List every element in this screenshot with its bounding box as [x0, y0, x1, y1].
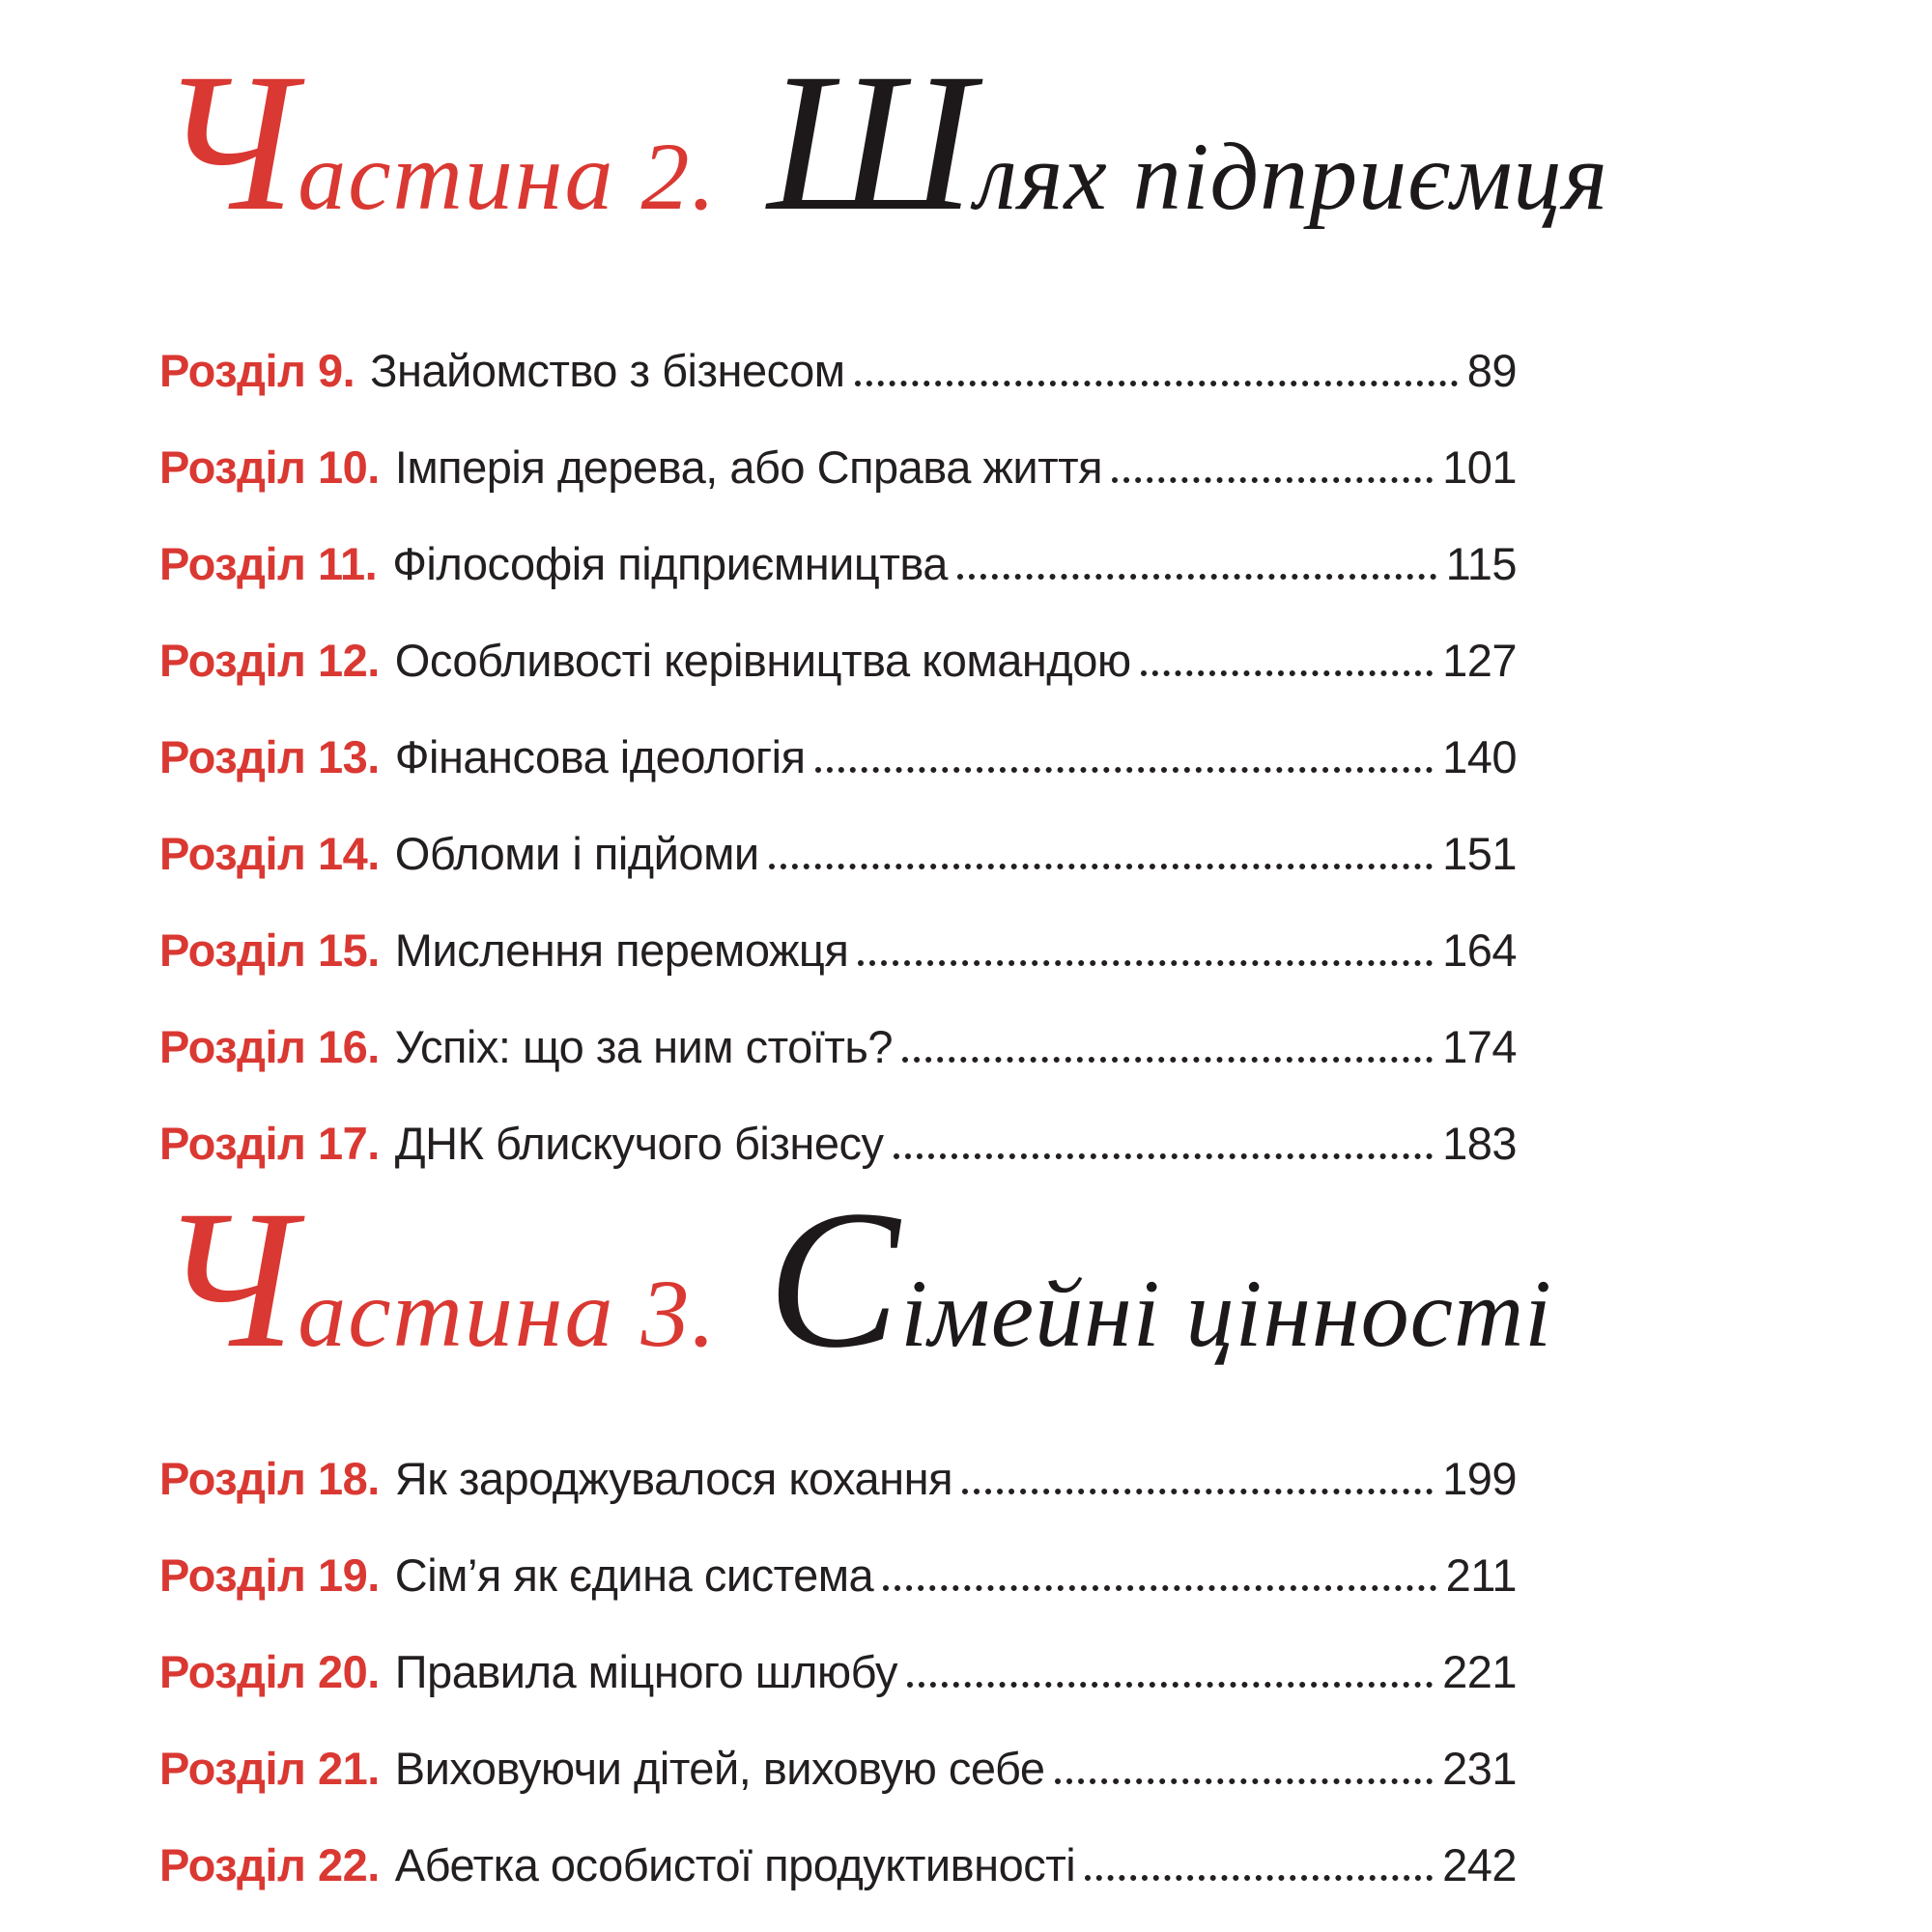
toc-entry-ch19 [159, 1549, 1517, 1601]
part-3-label-dropcap: Ч [159, 1170, 298, 1389]
toc-entry-ch18 [159, 1453, 1517, 1504]
chapter-label: Розділ 10. [159, 441, 380, 493]
chapter-title: Обломи і підйоми [394, 828, 759, 879]
chapter-title: ДНК блискучого бізнесу [394, 1118, 884, 1169]
chapter-label: Розділ 20. [159, 1646, 380, 1697]
part-3-label: Частина 3. [159, 1170, 718, 1389]
chapter-label: Розділ 11. [159, 538, 378, 589]
chapter-title: Імперія дерева, або Справа життя [394, 441, 1103, 493]
chapter-page-number: 199 [1442, 1453, 1517, 1504]
toc-entry-ch14 [159, 828, 1517, 879]
chapter-title: Сім’я як єдина система [394, 1549, 874, 1601]
dot-leader [1112, 477, 1433, 483]
chapter-title: Знайомство з бізнесом [370, 345, 845, 396]
part-2-title-dropcap: Ш [767, 33, 976, 252]
dot-leader [894, 1153, 1434, 1159]
part-2-title: Шлях підприємця [767, 33, 1609, 252]
chapter-page-number: 242 [1442, 1839, 1517, 1890]
chapter-title: Мислення переможця [394, 924, 849, 976]
chapter-page-number: 183 [1442, 1118, 1517, 1169]
chapter-title: Правила міцного шлюбу [394, 1646, 898, 1697]
part-3-title: Сімейні цінності [767, 1170, 1552, 1389]
chapter-page-number: 115 [1445, 538, 1517, 589]
chapter-title: Особливості керівництва командою [394, 635, 1131, 686]
chapter-label: Розділ 19. [159, 1549, 380, 1601]
dot-leader [957, 574, 1436, 580]
toc-entry-ch16 [159, 1021, 1517, 1072]
dot-leader [907, 1682, 1433, 1688]
chapter-page-number: 89 [1466, 345, 1517, 396]
toc-entry-ch15 [159, 924, 1517, 976]
chapter-title: Абетка особистої продуктивності [394, 1839, 1076, 1890]
chapter-page-number: 101 [1442, 441, 1517, 493]
dot-leader [902, 1057, 1433, 1063]
part-2-section [159, 33, 1609, 1169]
chapter-label: Розділ 22. [159, 1839, 380, 1890]
dot-leader [769, 864, 1433, 869]
dot-leader [855, 381, 1458, 386]
chapter-label: Розділ 18. [159, 1453, 380, 1504]
chapter-page-number: 164 [1442, 924, 1517, 976]
dot-leader [883, 1585, 1435, 1591]
chapter-title: Як зароджувалося кохання [394, 1453, 953, 1504]
chapter-label: Розділ 21. [159, 1743, 380, 1794]
chapter-label: Розділ 15. [159, 924, 380, 976]
chapter-page-number: 140 [1442, 731, 1517, 782]
chapter-page-number: 221 [1442, 1646, 1517, 1697]
chapter-page-number: 127 [1442, 635, 1517, 686]
dot-leader [815, 767, 1434, 773]
part-2-label: Частина 2. [159, 33, 718, 252]
part-2-label-dropcap: Ч [159, 33, 298, 252]
toc-entry-ch21 [159, 1743, 1517, 1794]
chapter-label: Розділ 12. [159, 635, 380, 686]
chapter-title: Фінансова ідеологія [394, 731, 806, 782]
dot-leader [962, 1489, 1433, 1494]
toc-entry-ch9 [159, 345, 1517, 396]
part-3-heading [159, 1170, 1552, 1432]
toc-entry-ch10 [159, 441, 1517, 493]
chapter-page-number: 231 [1442, 1743, 1517, 1794]
part-2-heading [159, 33, 1609, 295]
chapter-title: Філософія підприємництва [392, 538, 948, 589]
toc-entry-ch13 [159, 731, 1517, 782]
dot-leader [1055, 1778, 1434, 1784]
chapter-title: Успіх: що за ним стоїть? [394, 1021, 894, 1072]
toc-entry-ch17 [159, 1118, 1517, 1169]
chapter-page-number: 174 [1442, 1021, 1517, 1072]
chapter-label: Розділ 16. [159, 1021, 380, 1072]
toc-entry-ch22 [159, 1839, 1517, 1890]
toc-entry-ch11 [159, 538, 1517, 589]
toc-entry-ch20 [159, 1646, 1517, 1697]
part-3-section [159, 1170, 1552, 1890]
dot-leader [1085, 1875, 1433, 1881]
chapter-label: Розділ 17. [159, 1118, 380, 1169]
chapter-label: Розділ 9. [159, 345, 355, 396]
chapter-title: Виховуючи дітей, виховую себе [394, 1743, 1045, 1794]
chapter-label: Розділ 14. [159, 828, 380, 879]
dot-leader [1141, 670, 1433, 676]
chapter-page-number: 211 [1445, 1549, 1517, 1601]
part-3-title-dropcap: С [767, 1170, 901, 1389]
chapter-page-number: 151 [1442, 828, 1517, 879]
chapter-label: Розділ 13. [159, 731, 380, 782]
dot-leader [858, 960, 1433, 966]
toc-entry-ch12 [159, 635, 1517, 686]
